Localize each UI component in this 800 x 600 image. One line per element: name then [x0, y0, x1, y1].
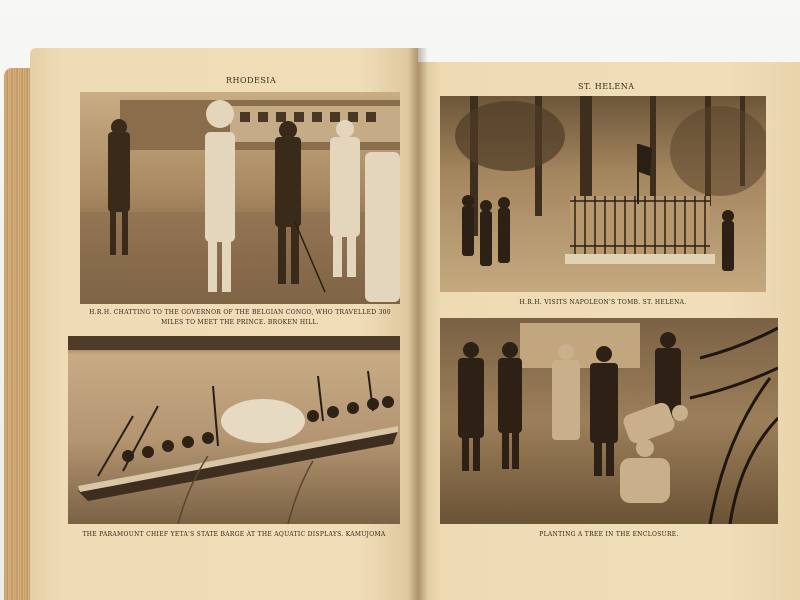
caption-planting-tree: PLANTING A TREE IN THE ENCLOSURE.: [539, 531, 679, 538]
caption-napoleon-tomb: H.R.H. VISITS NAPOLEON'S TOMB. ST. HELENA.: [519, 299, 687, 306]
photo-state-barge: [68, 336, 400, 524]
left-page-header: RHODESIA: [226, 76, 277, 85]
photo-napoleon-tomb: [440, 96, 766, 292]
photo-planting-tree: [440, 318, 778, 524]
book-gutter: [408, 48, 428, 600]
right-page-header: ST. HELENA: [578, 82, 635, 91]
photo-broken-hill: [80, 92, 400, 304]
caption-broken-hill: H.R.H. CHATTING TO THE GOVERNOR OF THE BELGIAN CONGO, WHO TRAVELLED 300 MILES TO MEET THE PRINCE. BROKEN HILL.: [89, 309, 391, 326]
caption-state-barge: THE PARAMOUNT CHIEF YETA'S STATE BARGE AT THE AQUATIC DISPLAYS. KAMUJOMA: [82, 531, 386, 538]
